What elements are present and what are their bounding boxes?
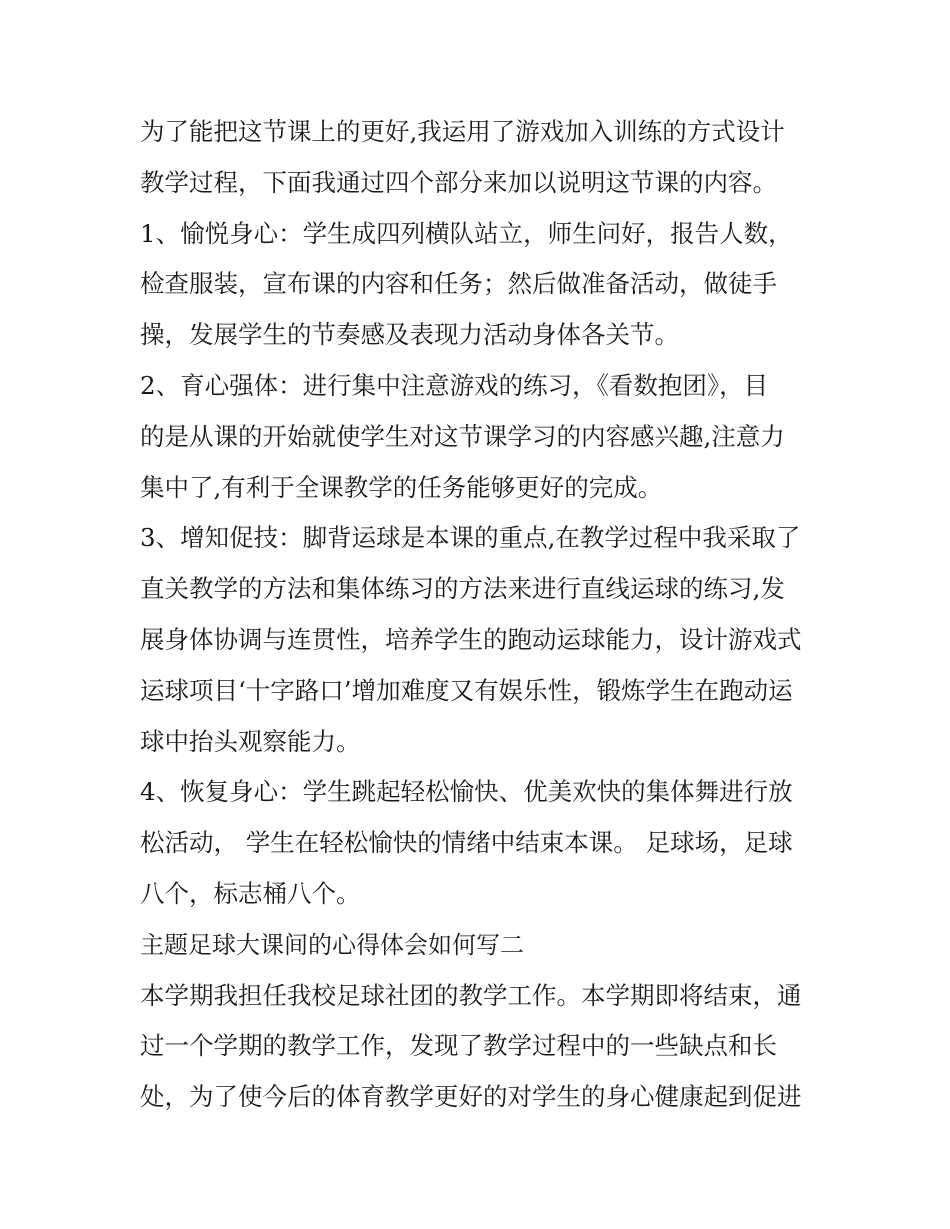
text-line: 检查服装，宣布课的内容和任务；然后做准备活动，做徒手 — [140, 269, 777, 299]
text-line: 操，发展学生的节奏感及表现力活动身体各关节。 — [140, 320, 679, 350]
text-line: 3、增知促技：脚背运球是本课的重点,在教学过程中我采取了 — [140, 523, 801, 553]
text-line: 为了能把这节课上的更好,我运用了游戏加入训练的方式设计 — [140, 117, 785, 146]
text-line: 直关教学的方法和集体练习的方法来进行直线运球的练习,发 — [140, 574, 785, 604]
text-line: 展身体协调与连贯性，培养学生的跑动运球能力，设计游戏式 — [140, 624, 802, 654]
text-line: 球中抬头观察能力。 — [140, 726, 361, 756]
text-line: 八个，标志桶八个。 — [140, 878, 361, 908]
text-line: 4、恢复身心：学生跳起轻松愉快、优美欢快的集体舞进行放 — [140, 777, 793, 807]
text-line: 1、愉悦身心：学生成四列横队站立，师生问好，报告人数， — [140, 218, 793, 248]
document-body — [140, 107, 830, 1123]
text-line: 处，为了使今后的体育教学更好的对学生的身心健康起到促进 — [140, 1082, 802, 1112]
text-line: 本学期我担任我校足球社团的教学工作。本学期即将结束，通 — [140, 980, 802, 1010]
section-heading: 主题足球大课间的心得体会如何写二 — [140, 930, 524, 959]
text-line: 的是从课的开始就使学生对这节课学习的内容感兴趣,注意力 — [140, 421, 785, 451]
text-line: 2、育心强体：进行集中注意游戏的练习，《看数抱团》，目 — [140, 370, 769, 400]
text-line: 过一个学期的教学工作，发现了教学过程中的一些缺点和长 — [140, 1031, 777, 1061]
text-line: 教学过程，下面我通过四个部分来加以说明这节课的内容。 — [140, 167, 777, 197]
text-line: 松活动， 学生在轻松愉快的情绪中结束本课。 足球场，足球 — [140, 828, 793, 858]
text-line: 运球项目‘十字路口’增加难度又有娱乐性，锻炼学生在跑动运 — [140, 675, 793, 705]
text-line: 集中了,有利于全课教学的任务能够更好的完成。 — [140, 472, 663, 502]
